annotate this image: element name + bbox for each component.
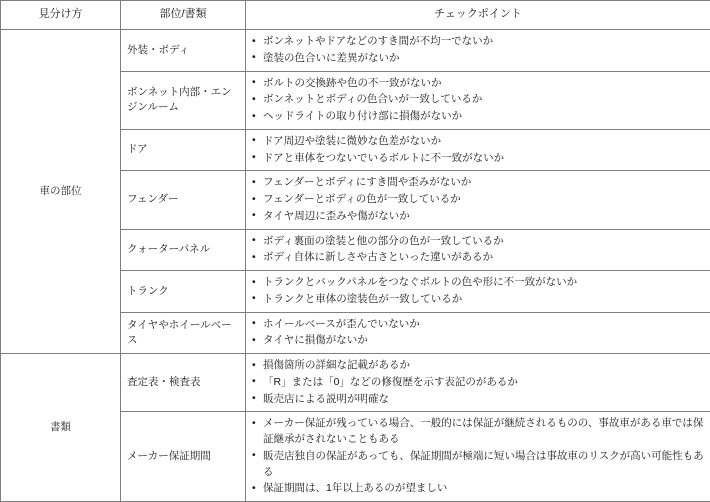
list-item: • フェンダーとボディの色が一致しているか [252, 192, 704, 208]
checkpoint-list [252, 76, 704, 125]
checkpoint-list [252, 317, 704, 350]
list-item: • 保証期間は、1年以上あるのが望ましい [252, 481, 704, 497]
column-header-part: 部位/書類 [121, 1, 246, 30]
list-item: • メーカー保証が残っている場合、一般的には保証が継続されるものの、事故車がある車では保証継承がされないこともある [252, 416, 704, 448]
checkpoint-cell [246, 129, 710, 171]
checkpoint-list [252, 175, 704, 224]
part-cell: 査定表・検査表 [121, 354, 246, 412]
table-row [1, 30, 710, 72]
table-head [1, 1, 710, 30]
checkpoint-cell [246, 229, 710, 271]
column-header-method: 見分け方 [1, 1, 121, 30]
part-cell: クォーターパネル [121, 229, 246, 271]
list-item: • 販売店独自の保証があっても、保証期間が極端に短い場合は事故車のリスクが高い可能性もある [252, 449, 704, 481]
list-item: • ホイールベースが歪んでいないか [252, 317, 704, 333]
column-header-checkpoint: チェックポイント [246, 1, 710, 30]
list-item: • ヘッドライトの取り付け部に損傷がないか [252, 109, 704, 125]
checkpoint-cell [246, 354, 710, 412]
checkpoint-cell [246, 171, 710, 229]
checkpoint-cell [246, 412, 710, 502]
list-item: • ボンネットやドアなどのすき間が不均一でないか [252, 34, 704, 50]
part-cell: ドア [121, 129, 246, 171]
list-item: • ドアと車体をつないでいるボルトに不一致がないか [252, 151, 704, 167]
checkpoint-list [252, 416, 704, 497]
part-cell: フェンダー [121, 171, 246, 229]
list-item: • ボディ自体に新しさや古さといった違いがあるか [252, 250, 704, 266]
checkpoint-list [252, 358, 704, 407]
list-item: • タイヤに損傷がないか [252, 333, 704, 349]
checkpoint-cell [246, 312, 710, 354]
table-body [1, 30, 710, 502]
part-cell: ボンネット内部・エンジンルーム [121, 71, 246, 129]
list-item: • ドア周辺や塗装に微妙な色差がないか [252, 134, 704, 150]
checkpoint-list [252, 275, 704, 308]
checkpoint-list [252, 134, 704, 167]
table-header-row [1, 1, 710, 30]
part-cell: タイヤやホイールベース [121, 312, 246, 354]
list-item: • トランクと車体の塗装色が一致しているか [252, 292, 704, 308]
list-item: • フェンダーとボディにすき間や歪みがないか [252, 175, 704, 191]
list-item: • 塗装の色合いに差異がないか [252, 51, 704, 67]
list-item: • 販売店による説明が明確な [252, 392, 704, 408]
list-item: • ボルトの交換跡や色の不一致がないか [252, 76, 704, 92]
list-item: • ボンネットとボディの色合いが一致しているか [252, 92, 704, 108]
table-row [1, 354, 710, 412]
checkpoint-cell [246, 271, 710, 313]
list-item: • タイヤ周辺に歪みや傷がないか [252, 209, 704, 225]
category-cell-documents: 書類 [1, 354, 121, 502]
list-item: • 損傷箇所の詳細な記載があるか [252, 358, 704, 374]
part-cell: メーカー保証期間 [121, 412, 246, 502]
checkpoint-list [252, 234, 704, 267]
checkpoint-cell [246, 30, 710, 72]
checkpoint-list [252, 34, 704, 67]
list-item: • 「R」または「0」などの修復歴を示す表記のがあるか [252, 375, 704, 391]
category-cell-car-parts: 車の部位 [1, 30, 121, 354]
list-item: • トランクとバックパネルをつなぐボルトの色や形に不一致がないか [252, 275, 704, 291]
checkpoint-cell [246, 71, 710, 129]
part-cell: 外装・ボディ [121, 30, 246, 72]
list-item: • ボディ裏面の塗装と他の部分の色が一致しているか [252, 234, 704, 250]
part-cell: トランク [121, 271, 246, 313]
